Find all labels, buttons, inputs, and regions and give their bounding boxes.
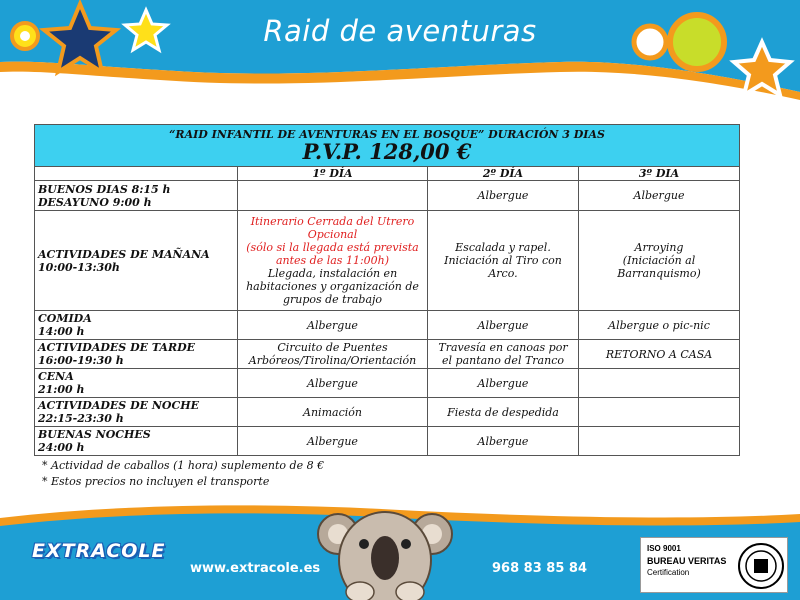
row-label: ACTIVIDADES DE MAÑANA 10:00-13:30h [35, 211, 238, 311]
cell-day2: Escalada y rapel. Iniciación al Tiro con Arco. [428, 211, 579, 311]
cell-day2: Albergue [428, 311, 579, 340]
row-label: CENA 21:00 h [35, 369, 238, 398]
day-header: 1º DÍA [238, 167, 428, 181]
row-label: ACTIVIDADES DE TARDE 16:00-19:30 h [35, 340, 238, 369]
certification-badge [640, 537, 788, 593]
table-row [35, 181, 740, 211]
table-row [35, 427, 740, 456]
cell-day1: Animación [238, 398, 428, 427]
table-header-row [35, 125, 740, 167]
table-row [35, 369, 740, 398]
row-label: COMIDA 14:00 h [35, 311, 238, 340]
cell-day2: Fiesta de despedida [428, 398, 579, 427]
header-banner [0, 0, 800, 110]
footnote: * Actividad de caballos (1 hora) suplemento de 8 € [42, 459, 325, 472]
cell-day2: Albergue [428, 427, 579, 456]
cert-name: BUREAU VERITAS [647, 556, 727, 566]
cell-day1: Albergue [238, 311, 428, 340]
cell-day1: Itinerario Cerrada del Utrero Opcional (sólo si la llegada está prevista antes de las 11:00h) Llegada, instalación en habitaciones y organización de grupos de trabajo [238, 211, 428, 311]
cell-day1: Albergue [238, 427, 428, 456]
footer-banner [0, 500, 800, 600]
cell-day1 [238, 181, 428, 211]
row-label: BUENAS NOCHES 24:00 h [35, 427, 238, 456]
cell-day3: Arroying (Iniciación al Barranquismo) [579, 211, 740, 311]
day-header: 3º DIA [579, 167, 740, 181]
footnotes [42, 458, 324, 490]
row-label: ACTIVIDADES DE NOCHE 22:15-23:30 h [35, 398, 238, 427]
cell-day3: Albergue [579, 181, 740, 211]
footnote: * Estos precios no incluyen el transporte [42, 475, 270, 488]
table-row [35, 398, 740, 427]
cell-day3 [579, 427, 740, 456]
table-header [35, 125, 740, 167]
table-row [35, 211, 740, 311]
cell-day2: Albergue [428, 181, 579, 211]
cell-day3: Albergue o pic-nic [579, 311, 740, 340]
cell-day1: Albergue [238, 369, 428, 398]
extracole-logo: EXTRACOLE [32, 540, 166, 562]
table-row [35, 340, 740, 369]
cell-day1: Circuito de Puentes Arbóreos/Tirolina/Orientación [238, 340, 428, 369]
table-title: “RAID INFANTIL DE AVENTURAS EN EL BOSQUE” DURACIÓN 3 DIAS [169, 128, 605, 141]
cell-day3 [579, 369, 740, 398]
website-link[interactable]: www.extracole.es [190, 561, 321, 576]
day-header: 2º DÍA [428, 167, 579, 181]
phone-number: 968 83 85 84 [492, 561, 587, 576]
cell-day3: RETORNO A CASA [579, 340, 740, 369]
optional-itinerary: Itinerario Cerrada del Utrero Opcional (sólo si la llegada está prevista antes de las 11:00h) [246, 215, 419, 267]
empty-corner [35, 167, 238, 181]
slide-title: Raid de aventuras [263, 14, 537, 48]
row-label: BUENOS DIAS 8:15 h DESAYUNO 9:00 h [35, 181, 238, 211]
bureau-veritas-seal-icon [737, 541, 785, 591]
cert-label: Certification [647, 568, 690, 577]
table-row [35, 311, 740, 340]
cell-day2: Travesía en canoas por el pantano del Tranco [428, 340, 579, 369]
cell-day3 [579, 398, 740, 427]
day-header-row [35, 167, 740, 181]
schedule-table [34, 124, 740, 456]
table-price: P.V.P. 128,00 € [302, 139, 472, 164]
cell-day2: Albergue [428, 369, 579, 398]
cert-iso: ISO 9001 [647, 544, 681, 553]
